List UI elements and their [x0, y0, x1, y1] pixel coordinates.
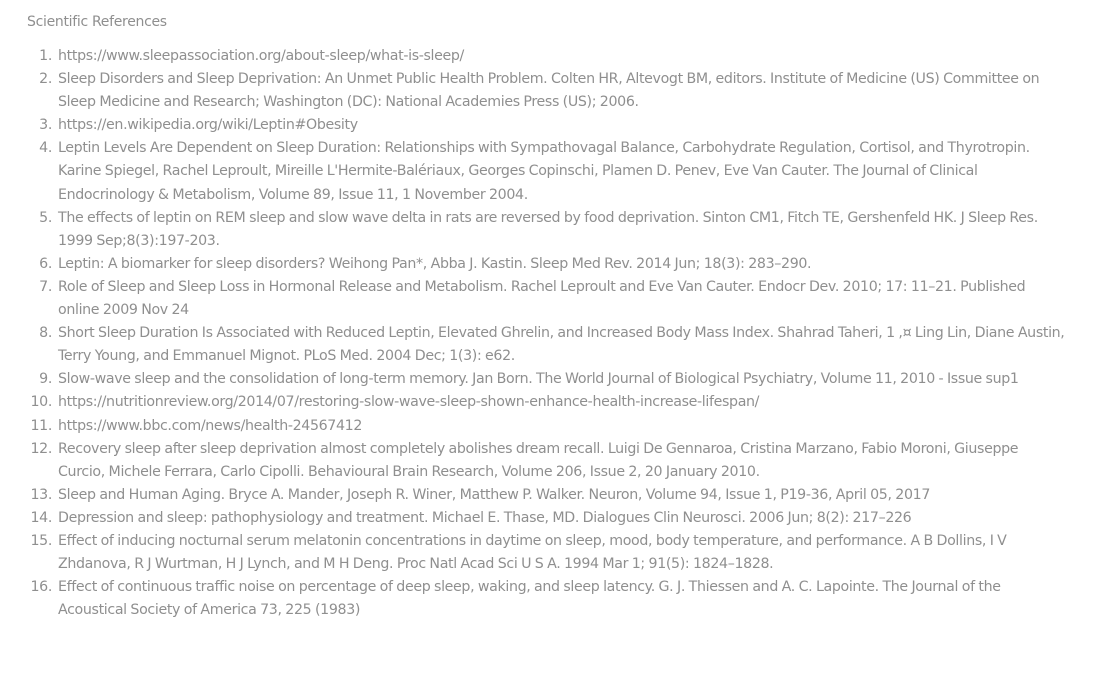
- reference-number: 14.: [30, 509, 52, 526]
- reference-text: https://www.bbc.com/news/health-24567412: [58, 417, 363, 434]
- reference-item: [39, 45, 1067, 68]
- reference-text: Leptin: A biomarker for sleep disorders? Weihong Pan*, Abba J. Kastin. Sleep Med Rev. 2014 Jun; 18(3): 283–290.: [58, 255, 812, 272]
- section-title: Scientific References: [27, 14, 167, 30]
- reference-item: [39, 114, 1067, 137]
- reference-number: 1.: [39, 48, 52, 64]
- reference-text: Depression and sleep: pathophysiology and treatment. Michael E. Thase, MD. Dialogues Clin Neurosci. 2006 Jun; 8(2): 217–226: [58, 509, 912, 526]
- reference-item: [30, 415, 1067, 438]
- reference-item: [30, 391, 1067, 414]
- reference-item: [30, 507, 1067, 530]
- reference-item: [39, 276, 1067, 322]
- reference-text: The effects of leptin on REM sleep and slow wave delta in rats are reversed by food deprivation. Sinton CM1, Fitch TE, Gershenfeld HK. J Sleep Res. 1999 Sep;8(3):197-203.: [58, 209, 1038, 249]
- reference-text: Short Sleep Duration Is Associated with Reduced Leptin, Elevated Ghrelin, and Increased Body Mass Index. Shahrad Taheri, 1 ,¤ Ling Lin, Diane Austin, Terry Young, and Emmanuel Mignot. PLoS Med. 2004 Dec; 1(3): e62.: [58, 325, 1065, 365]
- reference-item: [39, 253, 1067, 276]
- reference-text: https://en.wikipedia.org/wiki/Leptin#Obesity: [58, 117, 358, 134]
- reference-number: 11.: [30, 417, 52, 434]
- reference-number: 9.: [39, 371, 52, 388]
- reference-list: [27, 45, 1067, 622]
- reference-number: 7.: [39, 278, 52, 295]
- reference-number: 8.: [39, 325, 52, 342]
- reference-item: [39, 137, 1067, 206]
- reference-item: [39, 207, 1067, 253]
- reference-number: 12.: [30, 440, 52, 457]
- reference-text: Recovery sleep after sleep deprivation almost completely abolishes dream recall. Luigi De Gennaroa, Cristina Marzano, Fabio Moroni, Giuseppe Curcio, Michele Ferrara, Carlo Cipolli. Behavioural Brain Research, Volume 206, Issue 2, 20 January 2010.: [58, 440, 1019, 480]
- reference-item: [39, 368, 1067, 391]
- reference-number: 4.: [39, 140, 52, 157]
- reference-number: 3.: [39, 117, 52, 134]
- reference-item: [30, 576, 1067, 622]
- reference-item: [30, 484, 1067, 507]
- reference-item: [39, 68, 1067, 114]
- reference-number: 10.: [30, 394, 52, 411]
- reference-item: [30, 530, 1067, 576]
- reference-number: 2.: [39, 71, 52, 88]
- reference-text: Sleep Disorders and Sleep Deprivation: An Unmet Public Health Problem. Colten HR, Altevogt BM, editors. Institute of Medicine (US) Committee on Sleep Medicine and Research; Washington (DC): National Academies Press (US); 2006.: [58, 71, 1040, 111]
- reference-item: [30, 438, 1067, 484]
- reference-number: 16.: [30, 579, 52, 596]
- reference-text: Slow-wave sleep and the consolidation of long-term memory. Jan Born. The World Journal of Biological Psychiatry, Volume 11, 2010 - Issue sup1: [58, 371, 1019, 388]
- reference-number: 15.: [30, 532, 52, 549]
- reference-text: https://www.sleepassociation.org/about-sleep/what-is-sleep/: [58, 48, 464, 64]
- reference-text: Effect of continuous traffic noise on percentage of deep sleep, waking, and sleep latency. G. J. Thiessen and A. C. Lapointe. The Journal of the Acoustical Society of America 73, 225 (1983): [58, 579, 1001, 619]
- reference-text: Role of Sleep and Sleep Loss in Hormonal Release and Metabolism. Rachel Leproult and Eve Van Cauter. Endocr Dev. 2010; 17: 11–21. Published online 2009 Nov 24: [58, 278, 1026, 319]
- reference-text: Sleep and Human Aging. Bryce A. Mander, Joseph R. Winer, Matthew P. Walker. Neuron, Volume 94, Issue 1, P19-36, April 05, 2017: [58, 486, 931, 503]
- reference-text: Leptin Levels Are Dependent on Sleep Duration: Relationships with Sympathovagal Balance, Carbohydrate Regulation, Cortisol, and Thyrotropin. Karine Spiegel, Rachel Leproult, Mireille L'Hermite-Balériaux, Georges Copinschi, Plamen D. Penev, Eve Van Cauter. The Journal of Clinical Endocrinology & Metabolism, Volume 89, Issue 11, 1 November 2004.: [58, 140, 1030, 203]
- reference-text: Effect of inducing nocturnal serum melatonin concentrations in daytime on sleep, mood, body temperature, and performance. A B Dollins, I V Zhdanova, R J Wurtman, H J Lynch, and M H Deng. Proc Natl Acad Sci U S A. 1994 Mar 1; 91(5): 1824–1828.: [58, 532, 1007, 573]
- reference-number: 6.: [39, 255, 52, 272]
- reference-text: https://nutritionreview.org/2014/07/restoring-slow-wave-sleep-shown-enhance-health-increase-lifespan/: [58, 394, 760, 411]
- reference-number: 13.: [30, 486, 52, 503]
- reference-number: 5.: [39, 209, 52, 226]
- reference-item: [39, 322, 1067, 368]
